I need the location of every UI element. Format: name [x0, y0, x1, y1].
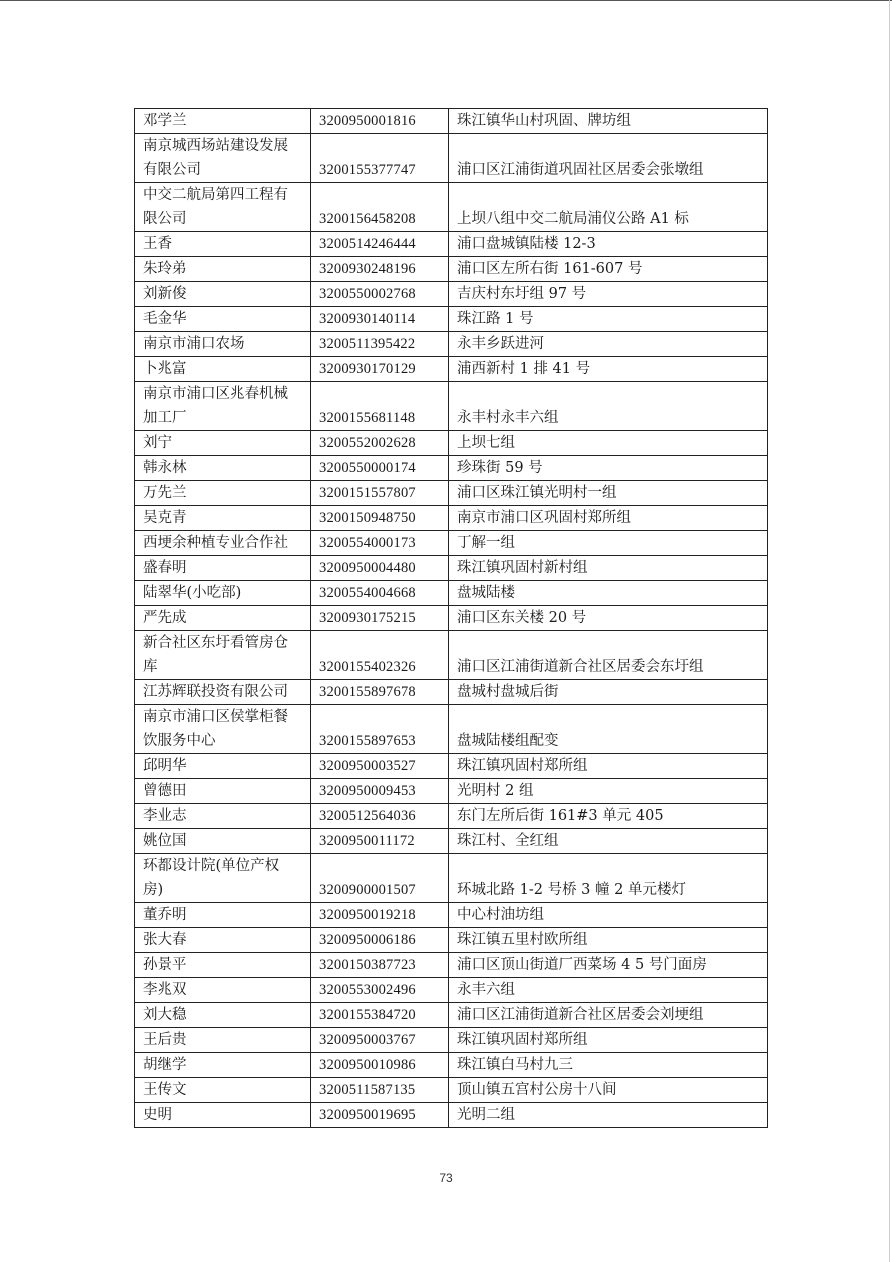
name-cell: 孙景平 — [135, 953, 311, 978]
name-cell: 毛金华 — [135, 307, 311, 332]
table-row — [135, 282, 768, 307]
name-cell: 卜兆富 — [135, 357, 311, 382]
name-cell: 吴克青 — [135, 506, 311, 531]
address-cell: 永丰乡跃进河 — [449, 332, 768, 357]
name-cell: 南京市浦口农场 — [135, 332, 311, 357]
name-cell: 中交二航局第四工程有限公司 — [135, 183, 311, 232]
account-number-cell: 3200950019218 — [311, 903, 449, 928]
address-cell: 光明二组 — [449, 1103, 768, 1128]
name-cell: 陆翠华(小吃部) — [135, 581, 311, 606]
table-row — [135, 183, 768, 232]
table-row — [135, 1078, 768, 1103]
address-cell: 珠江村、全红组 — [449, 829, 768, 854]
table-row — [135, 382, 768, 431]
table-row — [135, 257, 768, 282]
name-cell: 李兆双 — [135, 978, 311, 1003]
table-row — [135, 705, 768, 754]
table-row — [135, 506, 768, 531]
account-number-cell: 3200930175215 — [311, 606, 449, 631]
address-cell: 盘城陆楼组配变 — [449, 705, 768, 754]
address-cell: 浦口区珠江镇光明村一组 — [449, 481, 768, 506]
name-cell: 万先兰 — [135, 481, 311, 506]
name-cell: 刘宁 — [135, 431, 311, 456]
account-number-cell: 3200156458208 — [311, 183, 449, 232]
name-cell: 朱玲弟 — [135, 257, 311, 282]
address-cell: 永丰六组 — [449, 978, 768, 1003]
account-number-cell: 3200155681148 — [311, 382, 449, 431]
name-cell: 新合社区东圩看管房仓库 — [135, 631, 311, 680]
table-row — [135, 903, 768, 928]
table-row — [135, 1003, 768, 1028]
table-row — [135, 680, 768, 705]
account-number-cell: 3200514246444 — [311, 232, 449, 257]
address-cell: 顶山镇五宫村公房十八间 — [449, 1078, 768, 1103]
account-number-cell: 3200950019695 — [311, 1103, 449, 1128]
address-cell: 珍珠街 59 号 — [449, 456, 768, 481]
account-number-cell: 3200155384720 — [311, 1003, 449, 1028]
table-row — [135, 953, 768, 978]
table-row — [135, 581, 768, 606]
address-cell: 光明村 2 组 — [449, 779, 768, 804]
records-table — [134, 108, 768, 1128]
table-row — [135, 109, 768, 134]
account-number-cell: 3200950003527 — [311, 754, 449, 779]
name-cell: 王后贵 — [135, 1028, 311, 1053]
table-row — [135, 531, 768, 556]
table-row — [135, 1028, 768, 1053]
name-cell: 刘大稳 — [135, 1003, 311, 1028]
name-cell: 盛春明 — [135, 556, 311, 581]
name-cell: 胡继学 — [135, 1053, 311, 1078]
address-cell: 珠江镇华山村巩固、牌坊组 — [449, 109, 768, 134]
table-row — [135, 1053, 768, 1078]
account-number-cell: 3200155377747 — [311, 134, 449, 183]
table-row — [135, 631, 768, 680]
account-number-cell: 3200155402326 — [311, 631, 449, 680]
address-cell: 浦口区左所右街 161-607 号 — [449, 257, 768, 282]
account-number-cell: 3200950003767 — [311, 1028, 449, 1053]
account-number-cell: 3200950010986 — [311, 1053, 449, 1078]
table-row — [135, 854, 768, 903]
account-number-cell: 3200151557807 — [311, 481, 449, 506]
table-row — [135, 804, 768, 829]
name-cell: 韩永林 — [135, 456, 311, 481]
name-cell: 张大春 — [135, 928, 311, 953]
account-number-cell: 3200150387723 — [311, 953, 449, 978]
account-number-cell: 3200930140114 — [311, 307, 449, 332]
address-cell: 永丰村永丰六组 — [449, 382, 768, 431]
address-cell: 珠江镇巩固村郑所组 — [449, 754, 768, 779]
table-row — [135, 232, 768, 257]
table-row — [135, 431, 768, 456]
account-number-cell: 3200155897678 — [311, 680, 449, 705]
table-row — [135, 357, 768, 382]
address-cell: 珠江镇五里村欧所组 — [449, 928, 768, 953]
address-cell: 浦口区东关楼 20 号 — [449, 606, 768, 631]
table-row — [135, 1103, 768, 1128]
address-cell: 吉庆村东圩组 97 号 — [449, 282, 768, 307]
account-number-cell: 3200552002628 — [311, 431, 449, 456]
address-cell: 珠江镇白马村九三 — [449, 1053, 768, 1078]
address-cell: 浦口区江浦街道新合社区居委会刘埂组 — [449, 1003, 768, 1028]
account-number-cell: 3200511587135 — [311, 1078, 449, 1103]
name-cell: 江苏辉联投资有限公司 — [135, 680, 311, 705]
account-number-cell: 3200554000173 — [311, 531, 449, 556]
table-row — [135, 307, 768, 332]
table-row — [135, 556, 768, 581]
records-table-body — [135, 109, 768, 1128]
table-row — [135, 606, 768, 631]
address-cell: 浦口区江浦街道巩固社区居委会张墩组 — [449, 134, 768, 183]
address-cell: 浦口盘城镇陆楼 12-3 — [449, 232, 768, 257]
account-number-cell: 3200950001816 — [311, 109, 449, 134]
account-number-cell: 3200511395422 — [311, 332, 449, 357]
table-row — [135, 456, 768, 481]
account-number-cell: 3200900001507 — [311, 854, 449, 903]
account-number-cell: 3200950004480 — [311, 556, 449, 581]
account-number-cell: 3200930248196 — [311, 257, 449, 282]
address-cell: 丁解一组 — [449, 531, 768, 556]
address-cell: 东门左所后街 161#3 单元 405 — [449, 804, 768, 829]
name-cell: 环都设计院(单位产权房) — [135, 854, 311, 903]
account-number-cell: 3200512564036 — [311, 804, 449, 829]
address-cell: 上坝八组中交二航局浦仪公路 A1 标 — [449, 183, 768, 232]
account-number-cell: 3200950011172 — [311, 829, 449, 854]
address-cell: 珠江路 1 号 — [449, 307, 768, 332]
name-cell: 王传文 — [135, 1078, 311, 1103]
address-cell: 珠江镇巩固村郑所组 — [449, 1028, 768, 1053]
account-number-cell: 3200550000174 — [311, 456, 449, 481]
account-number-cell: 3200553002496 — [311, 978, 449, 1003]
address-cell: 环城北路 1-2 号桥 3 幢 2 单元楼灯 — [449, 854, 768, 903]
address-cell: 中心村油坊组 — [449, 903, 768, 928]
name-cell: 邱明华 — [135, 754, 311, 779]
account-number-cell: 3200554004668 — [311, 581, 449, 606]
name-cell: 刘新俊 — [135, 282, 311, 307]
address-cell: 浦口区顶山街道厂西菜场 4 5 号门面房 — [449, 953, 768, 978]
table-row — [135, 779, 768, 804]
account-number-cell: 3200930170129 — [311, 357, 449, 382]
table-row — [135, 332, 768, 357]
page-number: 73 — [439, 1171, 453, 1185]
account-number-cell: 3200150948750 — [311, 506, 449, 531]
account-number-cell: 3200950006186 — [311, 928, 449, 953]
table-row — [135, 928, 768, 953]
address-cell: 盘城村盘城后街 — [449, 680, 768, 705]
table-row — [135, 481, 768, 506]
table-row — [135, 829, 768, 854]
address-cell: 盘城陆楼 — [449, 581, 768, 606]
account-number-cell: 3200950009453 — [311, 779, 449, 804]
name-cell: 姚位国 — [135, 829, 311, 854]
name-cell: 董乔明 — [135, 903, 311, 928]
name-cell: 曾德田 — [135, 779, 311, 804]
name-cell: 西埂余种植专业合作社 — [135, 531, 311, 556]
top-border-line — [0, 0, 892, 1]
address-cell: 上坝七组 — [449, 431, 768, 456]
table-row — [135, 754, 768, 779]
name-cell: 邓学兰 — [135, 109, 311, 134]
name-cell: 李业志 — [135, 804, 311, 829]
name-cell: 南京市浦口区侯掌柜餐饮服务中心 — [135, 705, 311, 754]
account-number-cell: 3200550002768 — [311, 282, 449, 307]
name-cell: 南京城西场站建设发展有限公司 — [135, 134, 311, 183]
table-row — [135, 978, 768, 1003]
name-cell: 南京市浦口区兆春机械加工厂 — [135, 382, 311, 431]
address-cell: 珠江镇巩固村新村组 — [449, 556, 768, 581]
account-number-cell: 3200155897653 — [311, 705, 449, 754]
address-cell: 浦口区江浦街道新合社区居委会东圩组 — [449, 631, 768, 680]
name-cell: 王香 — [135, 232, 311, 257]
name-cell: 严先成 — [135, 606, 311, 631]
address-cell: 浦西新村 1 排 41 号 — [449, 357, 768, 382]
right-border-line — [889, 0, 890, 1262]
address-cell: 南京市浦口区巩固村郑所组 — [449, 506, 768, 531]
name-cell: 史明 — [135, 1103, 311, 1128]
table-row — [135, 134, 768, 183]
